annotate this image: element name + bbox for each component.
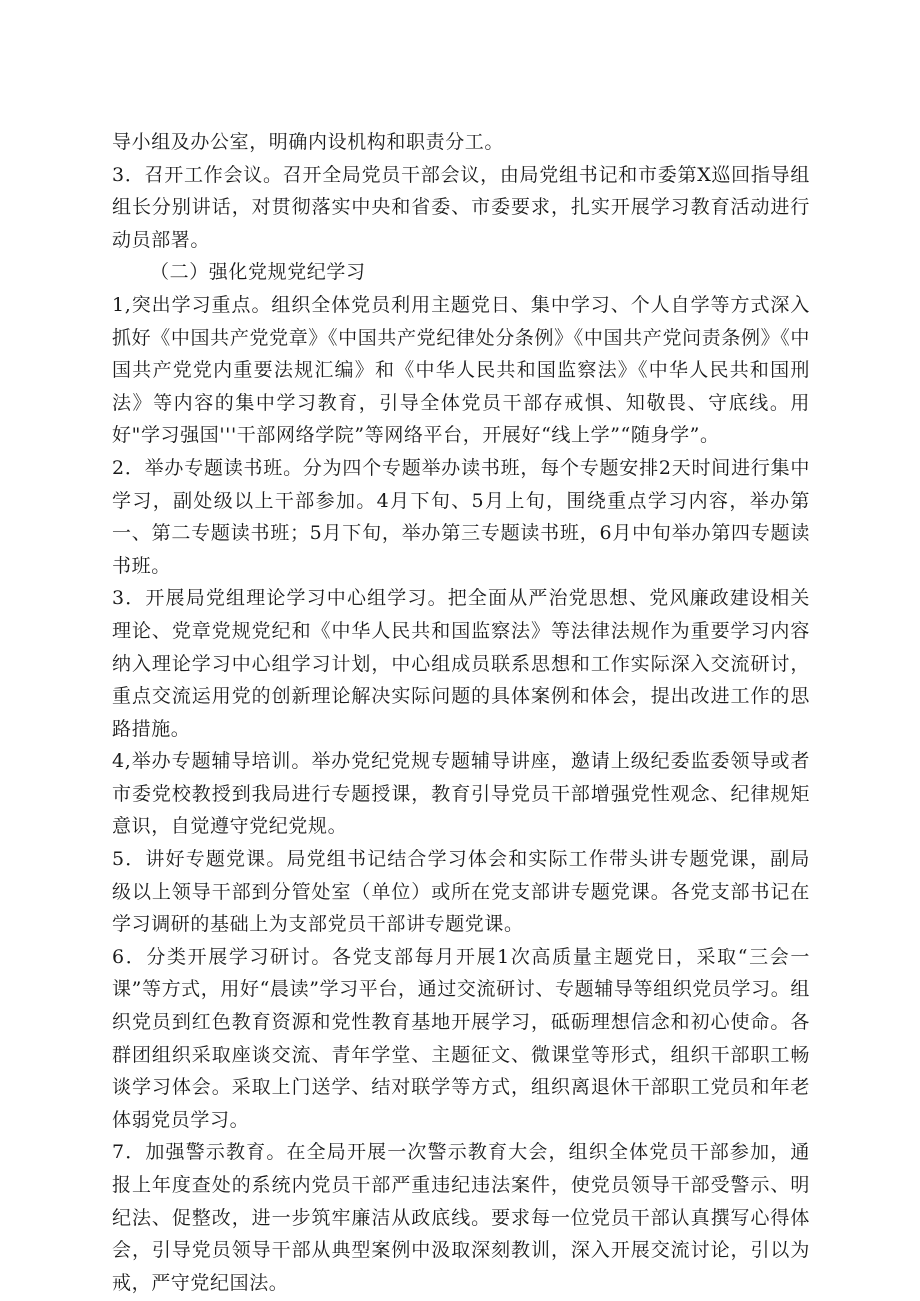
paragraph-training: 4,举办专题辅导培训。举办党纪党规专题辅导讲座，邀请上级纪委监委领导或者市委党校教授到我局进行专题授课，教育引导党员干部增强党性观念、纪律规矩意识，自觉遵守党纪党规。 — [112, 750, 810, 838]
paragraph-reading-class: 2．举办专题读书班。分为四个专题举办读书班，每个专题安排2天时间进行集中学习，副处级以上干部参加。4月下旬、5月上旬，围绕重点学习内容，举办第一、第二专题读书班；5月下旬，举办第三专题读书班，6月中旬举办第四专题读书班。 — [112, 456, 810, 577]
paragraph-study-focus: 1,突出学习重点。组织全体党员利用主题党日、集中学习、个人自学等方式深入抓好《中国共产党党章》《中国共产党纪律处分条例》《中国共产党问责条例》《中国共产党党内重要法规汇编》和《中华人民共和国监察法》《中华人民共和国刑法》等内容的集中学习教育，引导全体党员干部存戒惧、知敬畏、守底线。用好"学习强国'''干部网络学院”等网络平台，开展好“线上学”“随身学”。 — [112, 293, 810, 447]
paragraph-theory-group: 3．开展局党组理论学习中心组学习。把全面从严治党思想、党风廉政建设相关理论、党章党规党纪和《中华人民共和国监察法》等法律法规作为重要学习内容纳入理论学习中心组学习计划，中心组成员联系思想和工作实际深入交流研讨，重点交流运用党的创新理论解决实际问题的具体案例和体会，提出改进工作的思路措施。 — [112, 587, 810, 740]
paragraph-work-meeting: 3．召开工作会议。召开全局党员干部会议，由局党组书记和市委第X巡回指导组组长分别讲话，对贯彻落实中央和省委、市委要求，扎实开展学习教育活动进行动员部署。 — [112, 163, 810, 251]
paragraph-study-discussion: 6．分类开展学习研讨。各党支部每月开展1次高质量主题党日，采取“三会一课”等方式，用好“晨读”学习平台，通过交流研讨、专题辅导等组织党员学习。组织党员到红色教育资源和党性教育基地开展学习，砥砺理想信念和初心使命。各群团组织采取座谈交流、青年学堂、主题征文、微课堂等形式，组织干部职工畅谈学习体会。采取上门送学、结对联学等方式，组织离退休干部职工党员和年老体弱党员学习。 — [112, 945, 810, 1131]
document-body — [112, 126, 810, 1299]
section-heading: （二）强化党规党纪学习 — [150, 261, 366, 284]
paragraph-warning-education: 7．加强警示教育。在全局开展一次警示教育大会，组织全体党员干部参加，通报上年度查处的系统内党员干部严重违纪违法案件，使党员领导干部受警示、明纪法、促整改，进一步筑牢廉洁从政底线。要求每一位党员干部认真撰写心得体会，引导党员领导干部从典型案例中汲取深刻教训，深入开展交流讨论，引以为戒，严守党纪国法。 — [112, 1141, 810, 1294]
paragraph-party-lecture: 5．讲好专题党课。局党组书记结合学习体会和实际工作带头讲专题党课，副局级以上领导干部到分管处室（单位）或所在党支部讲专题党课。各党支部书记在学习调研的基础上为支部党员干部讲专题党课。 — [112, 848, 810, 936]
paragraph-continuation: 导小组及办公室，明确内设机构和职责分工。 — [112, 131, 505, 153]
